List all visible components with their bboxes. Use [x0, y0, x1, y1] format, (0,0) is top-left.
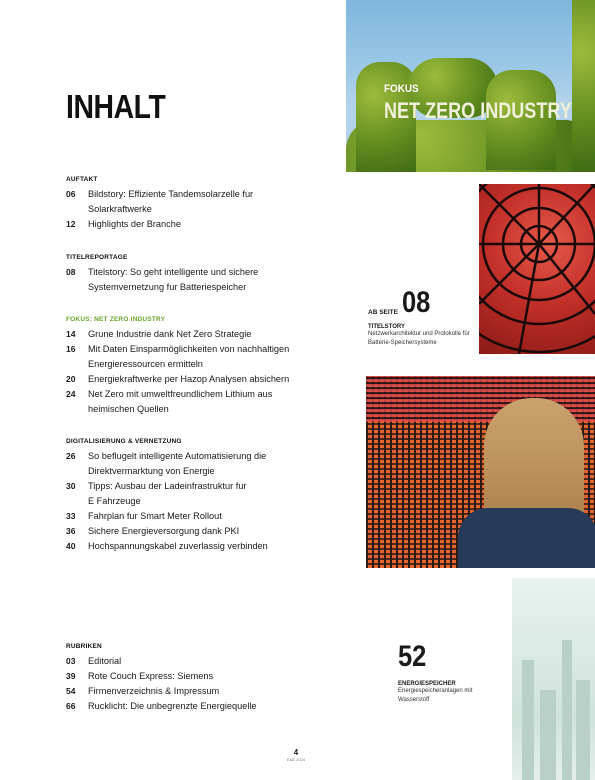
- toc-section: [66, 316, 358, 417]
- hero-kicker: FOKUS: [384, 83, 419, 95]
- toc-section: [66, 254, 358, 295]
- entry-page-number: 06: [66, 189, 76, 199]
- entry-title: [88, 265, 358, 295]
- entry-title: [88, 539, 358, 554]
- entry-title: [88, 479, 358, 509]
- entry-title-line1: Bildstory: Effiziente Tandemsolarzelle fur: [88, 189, 254, 199]
- entry-title: [88, 699, 358, 714]
- teaser-energiespeicher: [398, 679, 498, 705]
- toc-entry[interactable]: [66, 387, 358, 417]
- toc-section: [66, 643, 358, 714]
- entry-title: [88, 327, 358, 342]
- web-image: [471, 176, 595, 362]
- entry-title-line1: Rote Couch Express: Siemens: [88, 671, 214, 681]
- teaser2-page-number: 52: [398, 640, 427, 673]
- toc-entry[interactable]: [66, 509, 358, 524]
- entry-title-line2: heimischen Quellen: [88, 404, 169, 414]
- toc-entry[interactable]: [66, 187, 358, 217]
- teaser-description: Netzwerkarchitektur und Protokolle für Batterie-Speichersysteme: [368, 331, 470, 346]
- teaser-prefix: AB SEITE: [368, 309, 398, 316]
- entry-title-line1: Firmenverzeichnis & Impressum: [88, 686, 220, 696]
- entry-title: [88, 654, 358, 669]
- entry-title-line2: Direktvermarktung von Energie: [88, 466, 215, 476]
- entry-title: [88, 669, 358, 684]
- section-heading: AUFTAKT: [66, 176, 98, 183]
- entry-title-line2: E Fahrzeuge: [88, 496, 141, 506]
- entry-title-line1: Sichere Energieversorgung dank PKI: [88, 526, 240, 536]
- teaser2-kicker: ENERGIESPEICHER: [398, 681, 456, 687]
- toc-entry[interactable]: [66, 342, 358, 372]
- entry-page-number: 16: [66, 344, 76, 354]
- entry-page-number: 40: [66, 541, 76, 551]
- toc-entry[interactable]: [66, 654, 358, 669]
- entry-title-line1: Mit Daten Einsparmöglichkeiten von nachhaltigen: [88, 344, 290, 354]
- entry-title-line1: Tipps: Ausbau der Ladeinfrastruktur fur: [88, 481, 247, 491]
- entry-page-number: 26: [66, 451, 76, 461]
- entry-page-number: 12: [66, 219, 76, 229]
- toc-entry[interactable]: [66, 669, 358, 684]
- entry-title-line1: Rucklicht: Die unbegrenzte Energiequelle: [88, 701, 257, 711]
- entry-title: [88, 342, 358, 372]
- entry-page-number: 03: [66, 656, 76, 666]
- entry-title-line1: Titelstory: So geht intelligente und sichere: [88, 267, 259, 277]
- entry-title-line2: Solarkraftwerke: [88, 204, 152, 214]
- toc-entry[interactable]: [66, 217, 358, 232]
- toc-entry[interactable]: [66, 539, 358, 554]
- entry-title-line2: Energieressourcen ermitteln: [88, 359, 203, 369]
- teaser-titlestory: [368, 322, 478, 348]
- hero-title: NET ZERO INDUSTRY: [384, 98, 572, 123]
- entry-page-number: 30: [66, 481, 76, 491]
- teaser-kicker: TITELSTORY: [368, 324, 406, 330]
- section-heading: TITELREPORTAGE: [66, 254, 128, 261]
- web-lines: [479, 184, 595, 354]
- entry-title: [88, 217, 358, 232]
- toc-section: [66, 438, 358, 554]
- entry-title-line1: Hochspannungskabel zuverlassig verbinden: [88, 541, 268, 551]
- toc-entry[interactable]: [66, 265, 358, 295]
- entry-page-number: 33: [66, 511, 76, 521]
- toc-entry[interactable]: [66, 372, 358, 387]
- entry-title: [88, 449, 358, 479]
- folio-page-number: 4: [293, 748, 299, 757]
- section-heading: FOKUS: NET ZERO INDUSTRY: [66, 316, 166, 323]
- entry-title-line2: Systemvernetzung fur Batteriespeicher: [88, 282, 247, 292]
- toc-entry[interactable]: [66, 479, 358, 509]
- teaser-page-number: 08: [402, 286, 431, 319]
- page-title: INHALT: [66, 88, 166, 125]
- entry-title-line1: Fahrplan fur Smart Meter Rollout: [88, 511, 222, 521]
- toc-entry[interactable]: [66, 684, 358, 699]
- hero-image: [346, 0, 595, 172]
- board-image: [366, 376, 595, 568]
- entry-page-number: 08: [66, 267, 76, 277]
- entry-title-line1: Net Zero mit umweltfreundlichem Lithium aus: [88, 389, 273, 399]
- entry-page-number: 66: [66, 701, 76, 711]
- entry-title: [88, 187, 358, 217]
- entry-page-number: 36: [66, 526, 76, 536]
- entry-page-number: 39: [66, 671, 76, 681]
- toc-entry[interactable]: [66, 524, 358, 539]
- folio-subtitle: E&E 2024: [286, 757, 305, 762]
- entry-title: [88, 524, 358, 539]
- toc-entry[interactable]: [66, 327, 358, 342]
- entry-title-line1: So beflugelt intelligente Automatisierung die: [88, 451, 267, 461]
- entry-page-number: 24: [66, 389, 76, 399]
- toc-section: [66, 176, 358, 232]
- entry-title-line1: Highlights der Branche: [88, 219, 181, 229]
- entry-title: [88, 509, 358, 524]
- entry-page-number: 54: [66, 686, 76, 696]
- entry-title-line1: Grune Industrie dank Net Zero Strategie: [88, 329, 252, 339]
- entry-page-number: 20: [66, 374, 76, 384]
- entry-title: [88, 372, 358, 387]
- entry-page-number: 14: [66, 329, 76, 339]
- folio: [281, 748, 311, 762]
- city-image: [512, 578, 595, 780]
- toc-entry[interactable]: [66, 699, 358, 714]
- toc-entry[interactable]: [66, 449, 358, 479]
- entry-title-line1: Energiekraftwerke per Hazop Analysen absichern: [88, 374, 290, 384]
- section-heading: DIGITALISIERUNG & VERNETZUNG: [66, 438, 182, 445]
- entry-title: [88, 387, 358, 417]
- entry-title-line1: Editorial: [88, 656, 122, 666]
- section-heading: RUBRIKEN: [66, 643, 102, 650]
- teaser2-description: Energiespeicheranlagen mit Wasserstoff: [398, 688, 473, 703]
- entry-title: [88, 684, 358, 699]
